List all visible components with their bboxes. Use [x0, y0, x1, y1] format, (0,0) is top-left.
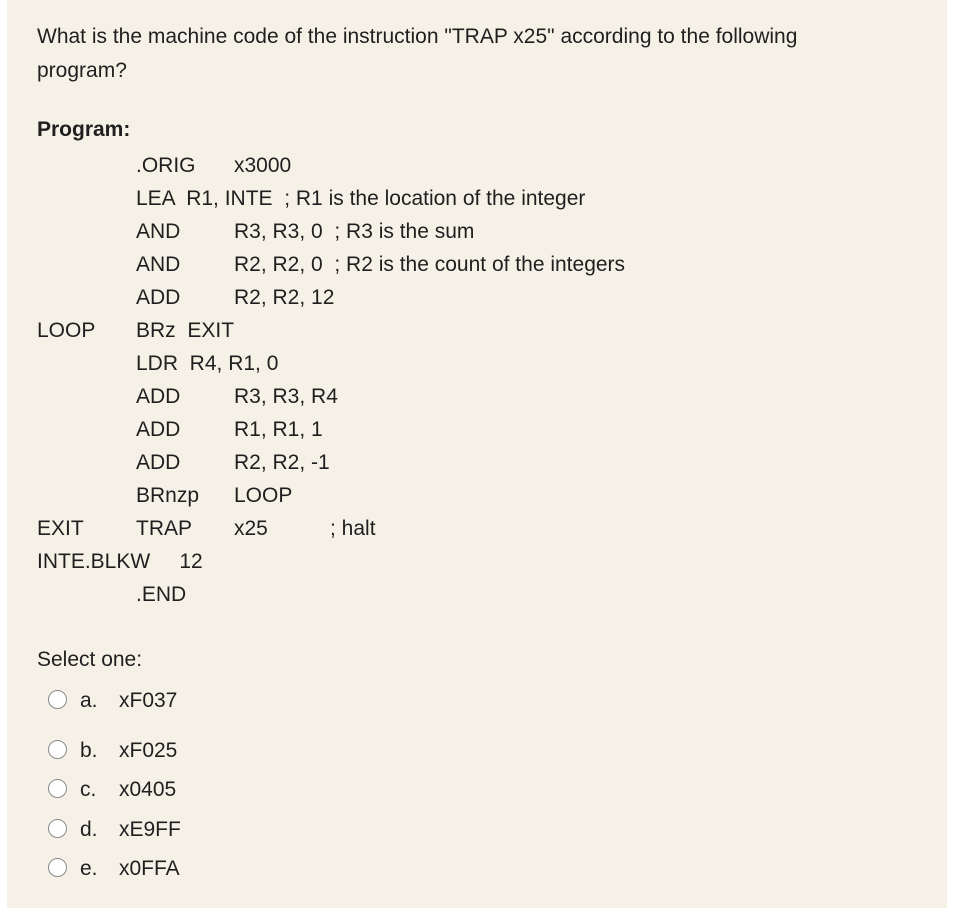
- code-op: TRAP: [136, 517, 193, 540]
- code-line: [0, 152, 900, 180]
- code-arg: LOOP: [234, 484, 293, 507]
- code-line: [0, 515, 900, 543]
- code-arg: R3, R3, R4: [234, 385, 338, 408]
- code-op: .END: [136, 583, 187, 606]
- option-letter: b.: [80, 739, 98, 762]
- option-e[interactable]: [48, 854, 448, 884]
- code-line: [0, 350, 900, 378]
- code-arg: R1, R1, 1: [234, 418, 323, 441]
- code-line: [0, 548, 900, 576]
- code-arg: x3000: [234, 154, 292, 177]
- code-arg: R2, R2, 0 ; R2 is the count of the integers: [234, 253, 626, 276]
- option-letter: d.: [80, 818, 98, 841]
- code-label: EXIT: [37, 517, 84, 540]
- code-line: [0, 482, 900, 510]
- code-line: [0, 449, 900, 477]
- code-op: ADD: [136, 385, 181, 408]
- code-op: .ORIG: [136, 154, 196, 177]
- question-text: [37, 20, 897, 88]
- code-line: [0, 383, 900, 411]
- code-op: ADD: [136, 451, 181, 474]
- code-line: [0, 581, 900, 609]
- code-line: [0, 317, 900, 345]
- code-op: LEA R1, INTE ; R1 is the location of the integer: [136, 187, 586, 210]
- code-op: BRz EXIT: [136, 319, 235, 342]
- code-op: BRnzp: [136, 484, 200, 507]
- option-letter: a.: [80, 689, 98, 712]
- code-arg: R3, R3, 0 ; R3 is the sum: [234, 220, 475, 243]
- code-label: INTE.BLKW 12: [37, 550, 203, 573]
- option-d[interactable]: [48, 815, 448, 845]
- radio-button[interactable]: [48, 858, 67, 877]
- radio-button[interactable]: [48, 779, 67, 798]
- question-line-1: What is the machine code of the instruction "TRAP x25" according to the following: [37, 25, 798, 48]
- option-text: x0405: [119, 778, 177, 801]
- code-op: ADD: [136, 286, 181, 309]
- code-op: AND: [136, 253, 181, 276]
- code-arg: R2, R2, 12: [234, 286, 335, 309]
- code-line: [0, 185, 900, 213]
- radio-button[interactable]: [48, 819, 67, 838]
- option-letter: e.: [80, 857, 98, 880]
- option-text: xF037: [119, 689, 178, 712]
- option-text: xF025: [119, 739, 178, 762]
- question-line-2: program?: [37, 59, 127, 82]
- code-line: [0, 284, 900, 312]
- code-line: [0, 251, 900, 279]
- code-op: ADD: [136, 418, 181, 441]
- code-arg: R2, R2, -1: [234, 451, 330, 474]
- code-line: [0, 218, 900, 246]
- code-arg: x25: [234, 517, 268, 540]
- option-text: xE9FF: [119, 818, 181, 841]
- select-one-label: Select one:: [37, 648, 143, 671]
- option-b[interactable]: [48, 736, 448, 766]
- code-line: [0, 416, 900, 444]
- code-op: LDR R4, R1, 0: [136, 352, 279, 375]
- radio-button[interactable]: [48, 690, 67, 709]
- option-c[interactable]: [48, 775, 448, 805]
- radio-button[interactable]: [48, 740, 67, 759]
- code-op: AND: [136, 220, 181, 243]
- option-a[interactable]: [48, 686, 448, 716]
- program-title: Program:: [37, 118, 131, 141]
- code-label: LOOP: [37, 319, 96, 342]
- option-letter: c.: [80, 778, 97, 801]
- option-text: x0FFA: [119, 857, 180, 880]
- code-comment: ; halt: [330, 517, 376, 540]
